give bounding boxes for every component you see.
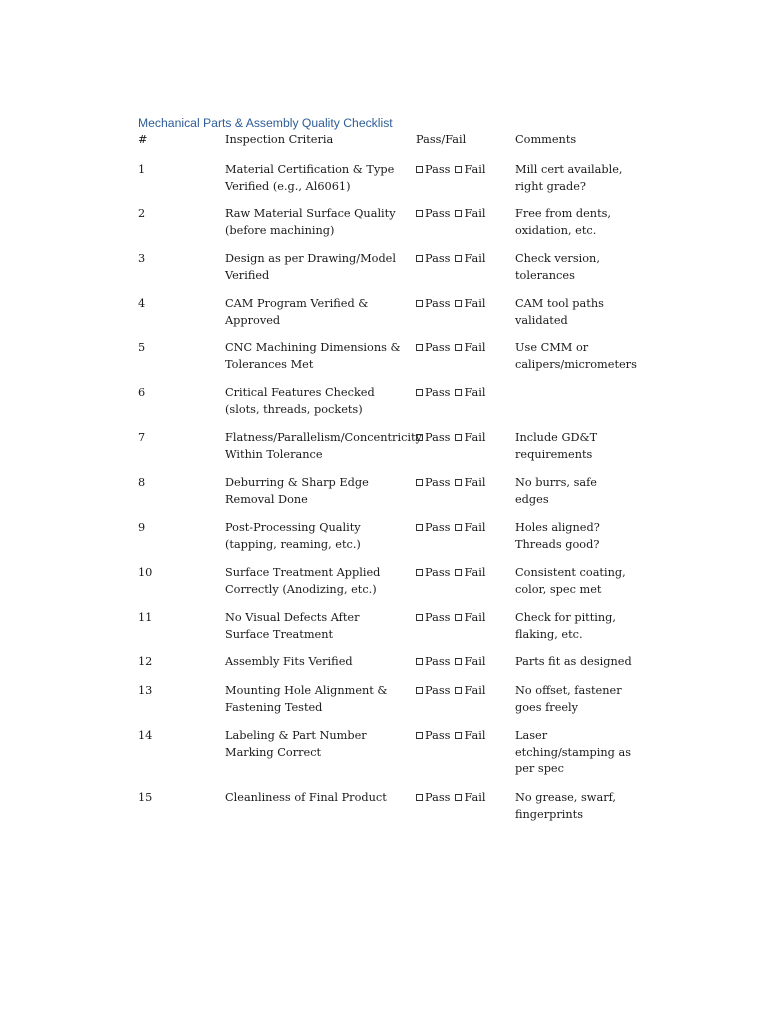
fail-checkbox[interactable] — [455, 479, 462, 486]
pass-label: Pass — [425, 611, 451, 624]
row-criteria: Design as per Drawing/Model Verified — [225, 252, 396, 282]
table-row — [138, 610, 638, 654]
row-criteria: Post-Processing Quality (tapping, reaming, etc.) — [225, 521, 361, 551]
pass-label: Pass — [425, 566, 451, 579]
pass-label: Pass — [425, 252, 451, 265]
fail-checkbox[interactable] — [455, 794, 462, 801]
row-number: 3 — [138, 252, 146, 265]
pass-checkbox[interactable] — [416, 300, 423, 307]
row-criteria: No Visual Defects After Surface Treatment — [225, 611, 360, 641]
pass-fail-options — [416, 340, 512, 357]
header-pass-fail: Pass/Fail — [416, 133, 467, 146]
row-number: 6 — [138, 386, 146, 399]
fail-option[interactable] — [455, 655, 485, 668]
fail-label: Fail — [464, 297, 486, 310]
header-number: # — [138, 133, 148, 146]
pass-fail-options — [416, 296, 512, 313]
pass-label: Pass — [425, 163, 451, 176]
pass-checkbox[interactable] — [416, 658, 423, 665]
row-comments: Include GD&T requirements — [515, 431, 598, 461]
fail-option[interactable] — [455, 684, 485, 697]
row-number: 12 — [138, 655, 153, 668]
pass-option[interactable] — [416, 521, 450, 534]
fail-option[interactable] — [455, 207, 485, 220]
row-comments: Check version, tolerances — [515, 252, 600, 282]
row-number: 5 — [138, 341, 146, 354]
fail-checkbox[interactable] — [455, 569, 462, 576]
pass-fail-options — [416, 206, 512, 223]
fail-label: Fail — [464, 386, 486, 399]
row-number: 13 — [138, 684, 153, 697]
row-number: 14 — [138, 729, 153, 742]
fail-option[interactable] — [455, 791, 485, 804]
fail-checkbox[interactable] — [455, 210, 462, 217]
header-inspection-criteria: Inspection Criteria — [225, 133, 334, 146]
row-comments: Free from dents, oxidation, etc. — [515, 207, 612, 237]
pass-fail-options — [416, 430, 512, 447]
pass-fail-options — [416, 683, 512, 700]
pass-checkbox[interactable] — [416, 166, 423, 173]
table-row — [138, 251, 638, 296]
pass-checkbox[interactable] — [416, 255, 423, 262]
row-number: 1 — [138, 163, 146, 176]
row-comments: Parts fit as designed — [515, 655, 632, 668]
row-comments: No burrs, safe edges — [515, 476, 597, 506]
pass-label: Pass — [425, 431, 451, 444]
fail-checkbox[interactable] — [455, 732, 462, 739]
row-number: 4 — [138, 297, 146, 310]
pass-label: Pass — [425, 655, 451, 668]
fail-checkbox[interactable] — [455, 166, 462, 173]
fail-label: Fail — [464, 655, 486, 668]
pass-checkbox[interactable] — [416, 569, 423, 576]
pass-checkbox[interactable] — [416, 479, 423, 486]
pass-label: Pass — [425, 791, 451, 804]
row-comments: Use CMM or calipers/micrometers — [515, 341, 637, 371]
pass-checkbox[interactable] — [416, 614, 423, 621]
row-criteria: Raw Material Surface Quality (before machining) — [225, 207, 396, 237]
table-row — [138, 728, 638, 790]
row-criteria: Surface Treatment Applied Correctly (Anodizing, etc.) — [225, 566, 381, 596]
pass-option[interactable] — [416, 297, 450, 310]
pass-option[interactable] — [416, 611, 450, 624]
pass-fail-options — [416, 520, 512, 537]
pass-fail-options — [416, 728, 512, 745]
pass-checkbox[interactable] — [416, 344, 423, 351]
table-row — [138, 162, 638, 206]
row-number: 9 — [138, 521, 146, 534]
row-criteria: Flatness/Parallelism/Concentricity Within Tolerance — [225, 431, 422, 461]
fail-label: Fail — [464, 791, 486, 804]
fail-checkbox[interactable] — [455, 255, 462, 262]
row-number: 7 — [138, 431, 146, 444]
fail-checkbox[interactable] — [455, 614, 462, 621]
row-number: 10 — [138, 566, 153, 579]
pass-option[interactable] — [416, 341, 450, 354]
pass-fail-options — [416, 790, 512, 807]
table-row — [138, 565, 638, 610]
header-comments: Comments — [515, 133, 577, 146]
row-criteria: CAM Program Verified & Approved — [225, 297, 369, 327]
pass-fail-options — [416, 565, 512, 582]
row-comments: Check for pitting, flaking, etc. — [515, 611, 616, 641]
pass-label: Pass — [425, 207, 451, 220]
fail-label: Fail — [464, 521, 486, 534]
pass-option[interactable] — [416, 729, 450, 742]
table-row — [138, 296, 638, 340]
pass-option[interactable] — [416, 655, 450, 668]
table-row — [138, 475, 638, 520]
fail-option[interactable] — [455, 566, 485, 579]
fail-option[interactable] — [455, 252, 485, 265]
page-title: Mechanical Parts & Assembly Quality Checklist — [138, 116, 393, 130]
pass-label: Pass — [425, 729, 451, 742]
pass-label: Pass — [425, 386, 451, 399]
table-row — [138, 683, 638, 728]
fail-option[interactable] — [455, 386, 485, 399]
checklist-table — [138, 132, 638, 821]
table-row — [138, 206, 638, 251]
row-comments: CAM tool paths validated — [515, 297, 604, 327]
fail-checkbox[interactable] — [455, 344, 462, 351]
fail-checkbox[interactable] — [455, 300, 462, 307]
row-comments: Laser etching/stamping as per spec — [515, 729, 632, 776]
table-row — [138, 520, 638, 565]
pass-option[interactable] — [416, 163, 450, 176]
pass-option[interactable] — [416, 252, 450, 265]
pass-fail-options — [416, 251, 512, 268]
pass-checkbox[interactable] — [416, 794, 423, 801]
row-number: 2 — [138, 207, 146, 220]
fail-option[interactable] — [455, 163, 485, 176]
row-number: 11 — [138, 611, 153, 624]
pass-option[interactable] — [416, 476, 450, 489]
fail-label: Fail — [464, 252, 486, 265]
table-row — [138, 790, 638, 830]
row-comments: Holes aligned? Threads good? — [515, 521, 600, 551]
pass-checkbox[interactable] — [416, 389, 423, 396]
pass-checkbox[interactable] — [416, 732, 423, 739]
pass-label: Pass — [425, 684, 451, 697]
pass-checkbox[interactable] — [416, 687, 423, 694]
pass-checkbox[interactable] — [416, 524, 423, 531]
pass-checkbox[interactable] — [416, 434, 423, 441]
fail-label: Fail — [464, 684, 486, 697]
table-header-row — [138, 132, 638, 162]
row-comments: No grease, swarf, fingerprints — [515, 791, 616, 821]
fail-checkbox[interactable] — [455, 524, 462, 531]
fail-label: Fail — [464, 476, 486, 489]
table-row — [138, 340, 638, 385]
row-number: 8 — [138, 476, 146, 489]
row-criteria: Critical Features Checked (slots, threads, pockets) — [225, 386, 375, 416]
pass-fail-options — [416, 610, 512, 627]
fail-option[interactable] — [455, 729, 485, 742]
fail-label: Fail — [464, 207, 486, 220]
row-criteria: Deburring & Sharp Edge Removal Done — [225, 476, 369, 506]
row-comments: Mill cert available, right grade? — [515, 163, 623, 193]
fail-label: Fail — [464, 431, 486, 444]
row-criteria: Labeling & Part Number Marking Correct — [225, 729, 367, 759]
fail-option[interactable] — [455, 521, 485, 534]
row-comments: No offset, fastener goes freely — [515, 684, 622, 714]
pass-option[interactable] — [416, 207, 450, 220]
pass-option[interactable] — [416, 684, 450, 697]
pass-label: Pass — [425, 341, 451, 354]
fail-checkbox[interactable] — [455, 434, 462, 441]
pass-label: Pass — [425, 521, 451, 534]
fail-option[interactable] — [455, 341, 485, 354]
fail-option[interactable] — [455, 297, 485, 310]
fail-label: Fail — [464, 566, 486, 579]
fail-checkbox[interactable] — [455, 687, 462, 694]
row-criteria: Cleanliness of Final Product — [225, 791, 387, 804]
pass-fail-options — [416, 162, 512, 179]
table-row — [138, 654, 638, 683]
row-number: 15 — [138, 791, 153, 804]
pass-label: Pass — [425, 297, 451, 310]
fail-label: Fail — [464, 611, 486, 624]
pass-label: Pass — [425, 476, 451, 489]
row-comments: Consistent coating, color, spec met — [515, 566, 626, 596]
pass-checkbox[interactable] — [416, 210, 423, 217]
pass-fail-options — [416, 475, 512, 492]
row-criteria: CNC Machining Dimensions & Tolerances Met — [225, 341, 401, 371]
fail-option[interactable] — [455, 431, 485, 444]
fail-checkbox[interactable] — [455, 658, 462, 665]
table-row — [138, 430, 638, 475]
pass-option[interactable] — [416, 431, 450, 444]
pass-option[interactable] — [416, 386, 450, 399]
row-criteria: Mounting Hole Alignment & Fastening Tested — [225, 684, 388, 714]
fail-label: Fail — [464, 729, 486, 742]
row-criteria: Material Certification & Type Verified (e.g., Al6061) — [225, 163, 395, 193]
row-criteria: Assembly Fits Verified — [225, 655, 353, 668]
pass-fail-options — [416, 385, 512, 402]
table-row — [138, 385, 638, 430]
fail-option[interactable] — [455, 476, 485, 489]
pass-fail-options — [416, 654, 512, 671]
pass-option[interactable] — [416, 791, 450, 804]
fail-label: Fail — [464, 163, 486, 176]
fail-label: Fail — [464, 341, 486, 354]
fail-checkbox[interactable] — [455, 389, 462, 396]
pass-option[interactable] — [416, 566, 450, 579]
fail-option[interactable] — [455, 611, 485, 624]
